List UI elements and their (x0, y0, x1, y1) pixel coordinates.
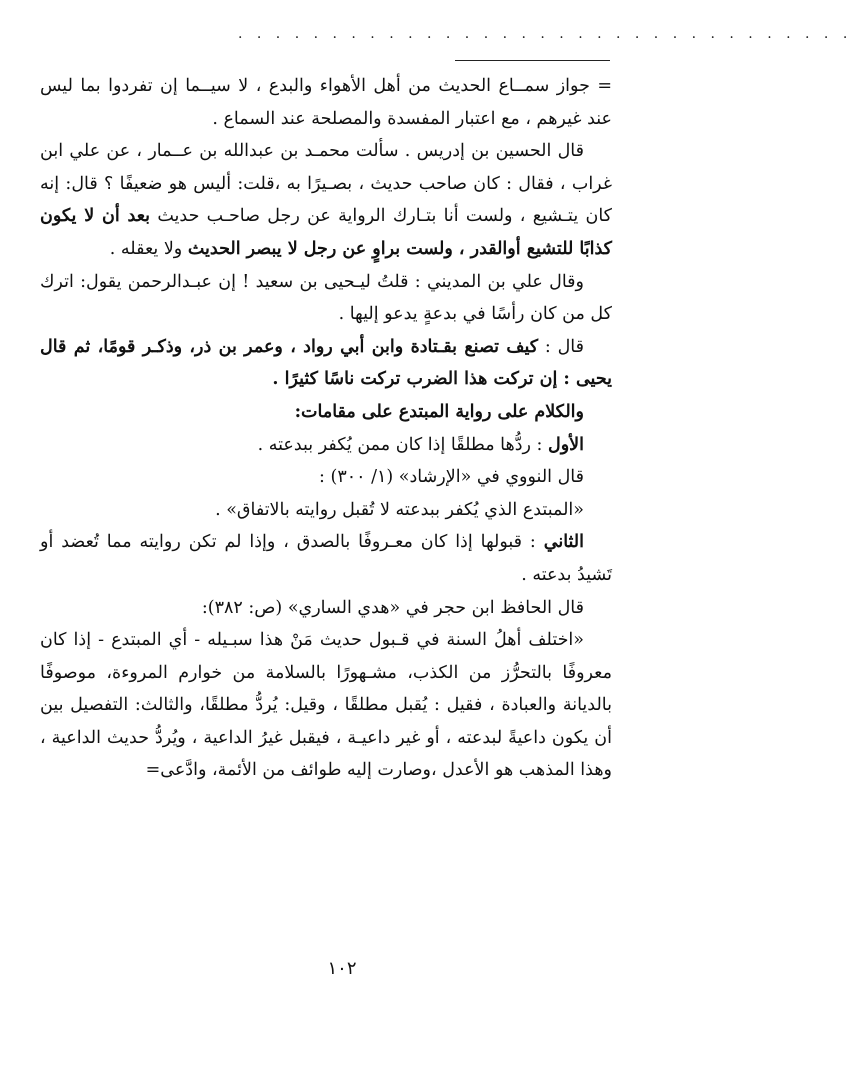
text-segment: كيف تصنع بقـتادة وابن أبي رواد ، وعمر بن ذر، وذكـر قومًا، ثم قال يحيى : إن تركت هذا الضرب تركت ناسًا كثيرًا . (40, 336, 612, 390)
text-segment: قال : (538, 336, 584, 357)
text-segment: قال النووي في «الإرشاد» (١/ ٣٠٠) : (319, 467, 584, 488)
paragraph-3 (40, 266, 612, 331)
text-segment: «اختلف أهلُ السنة في قـبول حديث مَنْ هذا سبـيله - أي المبتدع - إذا كان معروفًا بالتحرُّز من الكذب، مشـهورًا بالسلامة من خوارم المروءة، موصوفًا بالديانة والعبادة ، فقيل : يُقبل مطلقًا ، وقيل: يُردُّ مطلقًا، والثالث: التفصيل بين أن يكون داعيةً لبدعته ، أو غير داعيـة ، فيقبل غيرُ الداعية ، ويُردُّ حديث الداعية ، وهذا المذهب هو الأعدل ،وصارت إليه طوائف من الأئمة، وادَّعى= (40, 630, 612, 781)
paragraph-6 (40, 429, 612, 462)
text-segment: = جواز سمــاع الحديث من أهل الأهواء والبدع ، لا سيــما إن تفردوا بما ليس عند غيرهم ، مع اعتبار المفسدة والمصلحة عند السماع . (40, 76, 612, 129)
text-segment: والكلام على رواية المبتدع على مقامات: (294, 401, 584, 422)
paragraph-2 (40, 135, 612, 265)
text-segment: قال الحافظ ابن حجر في «هدي الساري» (ص: ٣٨٢): (201, 597, 584, 618)
text-segment: وقال علي بن المديني : قلتُ ليـحيى بن سعيد ! إن عبـدالرحمن يقول: اترك كل من كان رأسًا في بدعةٍ يدعو إليها . (40, 271, 612, 325)
text-segment: ولا يعقله . (109, 238, 188, 259)
footnote-rule (455, 60, 610, 61)
paragraph-11 (40, 624, 612, 787)
text-segment: الأول (547, 434, 584, 455)
text-segment: بعد أن لا يكون كذابًا للتشيع أوالقدر ، ولست براوٍ عن رجل لا يبصر الحديث (40, 206, 612, 259)
header-dots: . . . . . . . . . . . . . . . . . . . . . . . . . . . . . . . . . (238, 26, 852, 42)
paragraph-9 (40, 526, 612, 591)
paragraph-8 (40, 494, 612, 527)
paragraph-4 (40, 331, 612, 396)
paragraph-10 (40, 592, 612, 625)
text-segment: قال الحسين بن إدريس . سألت محمـد بن عبدالله بن عــمار ، عن علي ابن غراب ، فقال : كان صاحب حديث ، بصـيرًا به ،قلت: أليس هو ضعيفًا ؟ قال: إنه كان يتـشيع ، ولست أنا بتـارك الرواية عن رجل صاحـب حديث (40, 141, 613, 227)
paragraph-1 (40, 70, 612, 135)
text-segment: : ردُّها مطلقًا إذا كان ممن يُكفر ببدعته . (257, 434, 548, 455)
text-segment: الثاني (543, 532, 584, 553)
text-segment: : قبولها إذا كان معـروفًا بالصدق ، وإذا لم تكن روايته مما تُعضد أو تَشيدُ بدعته . (40, 532, 612, 585)
paragraph-5 (40, 396, 612, 429)
text-segment: «المبتدع الذي يُكفر ببدعته لا تُقبل روايته بالاتفاق» . (215, 499, 584, 520)
page-body (40, 70, 612, 787)
page-number: ١٠٢ (327, 958, 357, 979)
paragraph-7 (40, 461, 612, 494)
